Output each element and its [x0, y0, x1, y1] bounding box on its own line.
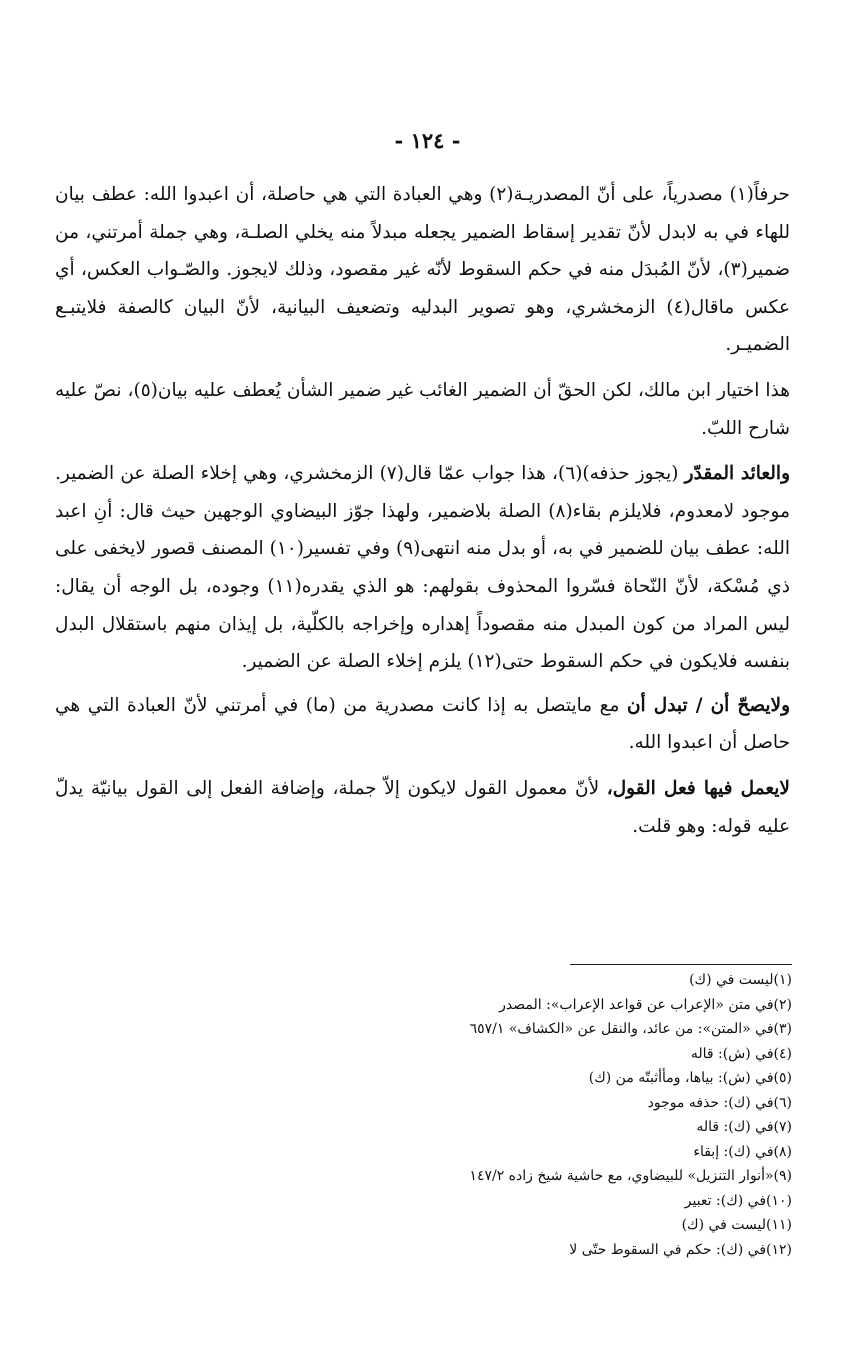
- paragraph-text: مع مايتصل به إذا كانت مصدرية من (ما) في أمرتني لأنّ العبادة التي هي حاصل أن اعبدوا الله.: [55, 694, 790, 754]
- page-number: - ١٢٤ -: [394, 128, 461, 153]
- footnote: (٧)في (ك): قاله: [696, 1119, 792, 1135]
- paragraph-lead: والعائد المقدّر: [684, 463, 791, 485]
- main-text: [55, 176, 790, 845]
- footnotes: [300, 968, 792, 1262]
- paragraph-text: (يجوز حذفه)(٦)، هذا جواب عمّا قال(٧) الزمخشري، وهي إخلاء الصلة عن الضمير. موجود لامعدوم، فلايلزم بقاء(٨) الصلة بلاضمير، ولهذا جوّز البيضاوي الوجهين حيث قال: أنِ اعبد الله: عطف بيان للضمير في به، أو بدل منه انتهى(٩) وفي تفسير(١٠) المصنف قصور لايخفى على ذي مُسْكة، لأنّ النّحاة فسّروا المحذوف بقولهم: هو الذي يقدره(١١) وجوده، بل الوجه أن يقال: ليس المراد من كون المبدل منه مقصوداً إهداره وإخراجه بالكلّية، بل إيذان منهم باستقلال البدل بنفسه فلايكون في حكم السقوط حتى(١٢) يلزم إخلاء الصلة عن الضمير.: [55, 463, 790, 673]
- paragraph: [55, 770, 790, 845]
- footnote: (٦)في (ك): حذفه موجود: [647, 1094, 792, 1111]
- paragraph: [55, 687, 790, 762]
- paragraph: [55, 176, 790, 364]
- footnote: (١٢)في (ك): حكم في السقوط حتّى لا: [569, 1241, 792, 1258]
- paragraph-lead: لايعمل فيها فعل القول،: [606, 777, 790, 799]
- footnote: (٨)في (ك): إبقاء: [693, 1143, 792, 1160]
- paragraph: [55, 372, 790, 447]
- footnote: (٤)في (ش): قاله: [690, 1045, 792, 1062]
- footnote: (١)ليست في (ك): [689, 972, 792, 988]
- footnote: (٥)في (ش): بياها، ومأأثبتّه من (ك): [588, 1070, 792, 1086]
- footnote: (١١)ليست في (ك): [681, 1217, 792, 1233]
- footnote-divider: [570, 964, 792, 965]
- paragraph-text: لأنّ معمول القول لايكون إلاّ جملة، وإضافة الفعل إلى القول بيانيّة يدلّ عليه قوله: وهو قلت.: [55, 777, 790, 837]
- footnote: (٢)في متن «الإعراب عن قواعد الإعراب»: المصدر: [499, 996, 792, 1013]
- footnote: (٣)في «المتن»: من عائد، والنقل عن «الكشاف» ٦٥٧/١: [469, 1021, 792, 1037]
- paragraph-lead: ولايصحّ أن / تبدل أن: [626, 694, 790, 716]
- footnote: (١٠)في (ك): تعبير: [684, 1192, 792, 1209]
- paragraph-text: هذا اختيار ابن مالك، لكن الحقّ أن الضمير الغائب غير ضمير الشأن يُعطف عليه بيان(٥)، نصّ عليه شارح اللبّ.: [55, 379, 790, 439]
- paragraph: [55, 455, 790, 681]
- footnote: (٩)«أنوار التنزيل» للبيضاوي، مع حاشية شيخ زاده ١٤٧/٢: [469, 1168, 792, 1184]
- paragraph-text: حرفاً(١) مصدرياً، على أنّ المصدريـة(٢) وهي العبادة التي هي حاصلة، أن اعبدوا الله: عطف بيان للهاء في به لابدل لأنّ تقدير إسقاط الضمير يجعله مبدلاً منه يخلي الصلـة، وهي جملة أمرتني، من ضمير(٣)، لأنّ المُبدَل منه في حكم السقوط لأنّه غير مقصود، وذلك لايجوز. والصّـواب العكس، أي عكس ماقال(٤) الزمخشري، وهو تصوير البدليه وتضعيف البيانية، لأنّ البيان كالصفة فلايتبـع الضميـر.: [55, 184, 790, 356]
